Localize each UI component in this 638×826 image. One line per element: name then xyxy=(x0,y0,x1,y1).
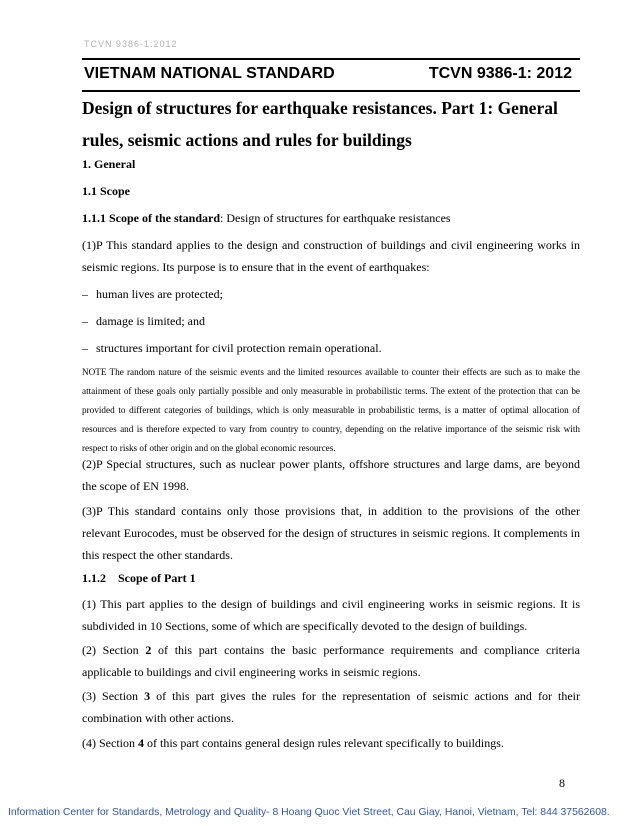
q2-text: of this part contains the basic performance requirements and compliance criteria applicable to buildings and civil engineering works in seismic regions. xyxy=(82,643,581,679)
section-1-1-1-line xyxy=(82,207,580,229)
faint-header-text: TCVN 9386-1:2012 xyxy=(84,39,178,49)
section-1-1-1-label: 1.1.1 Scope of the standard xyxy=(82,211,221,225)
q4-section-number: 4 xyxy=(138,736,144,750)
dash-bullet-icon: – xyxy=(82,341,88,355)
paragraph-2p: (2)P Special structures, such as nuclear power plants, offshore structures and large dams, are beyond the scope of EN 1998. xyxy=(82,457,580,493)
q4-text: of this part contains general design rules relevant specifically to buildings. xyxy=(144,736,504,750)
q4-prefix: (4) Section xyxy=(82,736,138,750)
header-standard-code: TCVN 9386-1: 2012 xyxy=(428,65,572,82)
paragraph-q2 xyxy=(82,639,580,683)
note-paragraph: NOTE The random nature of the seismic events and the limited resources available to counter their effects are such as to make the attainment of these goals only partially possible and only measurable in probabilistic terms. The extent of the protection that can be provided to different categories of buildings, which is only measurable in probabilistic terms, is a matter of optimal allocation of resources and is therefore expected to vary from country to country, depending on the relative importance of the seismic risk with respect to risks of other origin and on the global economic resources. xyxy=(82,367,580,453)
list-item-text: damage is limited; and xyxy=(96,314,205,328)
list-item xyxy=(82,283,580,305)
q3-text: of this part gives the rules for the representation of seismic actions and for their combination with other actions. xyxy=(82,689,580,725)
dash-bullet-icon: – xyxy=(82,314,88,328)
q3-section-number: 3 xyxy=(144,689,151,703)
section-1-heading: 1. General xyxy=(82,157,136,171)
paragraph-1p: (1)P This standard applies to the design and construction of buildings and civil engineering works in seismic regions. Its purpose is to ensure that in the event of earthquakes: xyxy=(82,238,580,274)
list-item-text: human lives are protected; xyxy=(96,287,223,301)
page-number: 8 xyxy=(559,776,565,790)
paragraph-q3 xyxy=(82,685,580,729)
q3-prefix: (3) Section xyxy=(82,689,145,703)
q2-prefix: (2) Section xyxy=(82,643,146,657)
dash-bullet-icon: – xyxy=(82,287,88,301)
section-1-1-heading: 1.1 Scope xyxy=(82,184,130,198)
section-1-1-2-heading: 1.1.2 Scope of Part 1 xyxy=(82,571,196,585)
list-item xyxy=(82,310,580,332)
list-item-text: structures important for civil protection remain operational. xyxy=(96,341,382,355)
paragraph-3p: (3)P This standard contains only those provisions that, in addition to the provisions of the other relevant Eurocodes, must be observed for the design of structures in seismic regions. It complements in this respect the other standards. xyxy=(82,504,580,562)
footer-contact-info: Information Center for Standards, Metrology and Quality- 8 Hoang Quoc Viet Street, Cau Giay, Hanoi, Vietnam, Tel: 844 37562608. xyxy=(8,807,610,818)
section-1-1-1-text: : Design of structures for earthquake resistances xyxy=(220,211,451,225)
standard-header xyxy=(82,58,580,92)
paragraph-q1: (1) This part applies to the design of buildings and civil engineering works in seismic regions. It is subdivided in 10 Sections, some of which are specifically devoted to the design of buildings. xyxy=(82,597,580,633)
q2-section-number: 2 xyxy=(145,643,152,657)
header-standard-name: VIETNAM NATIONAL STANDARD xyxy=(84,65,335,82)
paragraph-q4 xyxy=(82,732,580,754)
list-item xyxy=(82,337,580,359)
document-title: Design of structures for earthquake resistances. Part 1: General rules, seismic actions and rules for buildings xyxy=(82,98,558,150)
